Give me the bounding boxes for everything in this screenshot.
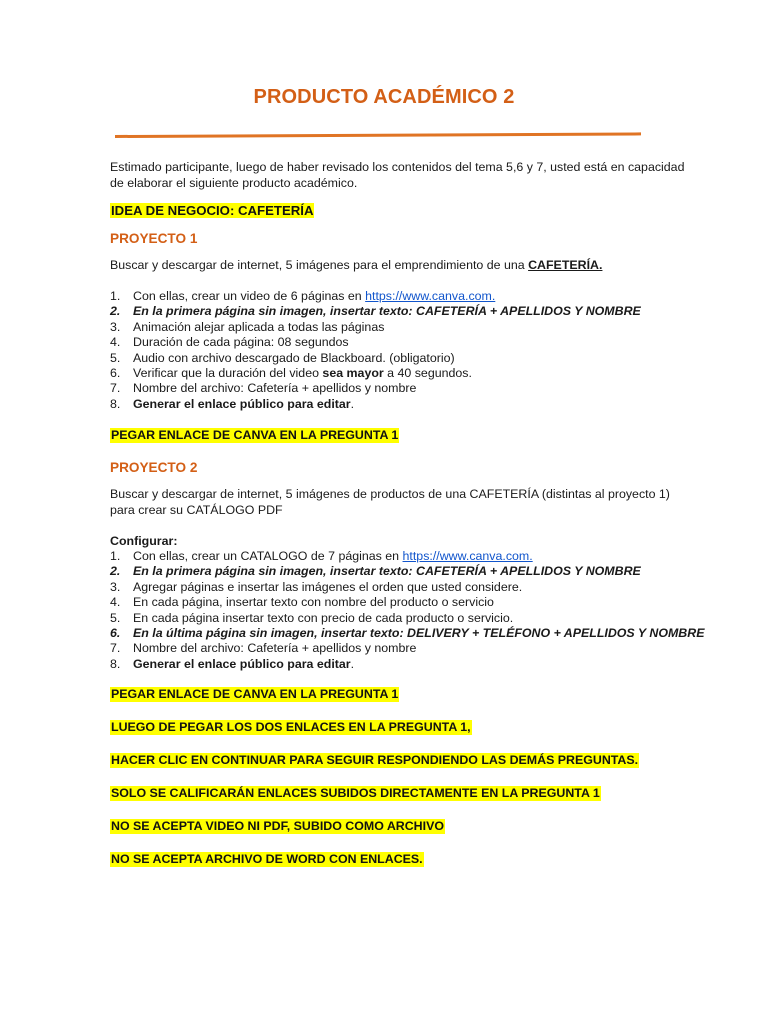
note-item: NO SE ACEPTA VIDEO NI PDF, SUBIDO COMO ARCHIVO xyxy=(111,819,444,833)
list-item xyxy=(110,549,710,564)
title-divider xyxy=(115,132,641,138)
note-item: SOLO SE CALIFICARÁN ENLACES SUBIDOS DIRECTAMENTE EN LA PREGUNTA 1 xyxy=(111,786,600,800)
list-number: 8. xyxy=(110,396,121,411)
list-text: Verificar que la duración del video xyxy=(133,366,323,381)
list-text: Con ellas, crear un CATALOGO de 7 páginas en xyxy=(133,549,403,563)
proyecto2-heading: PROYECTO 2 xyxy=(110,460,198,475)
list-number: 7. xyxy=(110,641,121,656)
list-item xyxy=(110,335,710,350)
list-number: 8. xyxy=(110,656,121,671)
list-text: . xyxy=(350,396,355,411)
list-item xyxy=(110,320,710,335)
list-number: 4. xyxy=(110,595,121,610)
list-item xyxy=(110,397,710,412)
proyecto1-heading: PROYECTO 1 xyxy=(110,231,198,246)
list-item xyxy=(110,595,710,610)
note-item: LUEGO DE PEGAR LOS DOS ENLACES EN LA PREGUNTA 1, xyxy=(111,720,471,734)
list-item xyxy=(110,657,710,672)
list-text: Con ellas, crear un video de 6 páginas en xyxy=(133,289,366,303)
list-text: Nombre del archivo: Cafetería + apellidos y nombre xyxy=(133,381,417,396)
list-number: 4. xyxy=(110,335,121,350)
page-title: PRODUCTO ACADÉMICO 2 xyxy=(253,86,515,108)
list-number: 1. xyxy=(110,289,121,303)
list-item xyxy=(110,289,710,304)
proyecto1-description xyxy=(110,258,685,274)
list-number: 5. xyxy=(110,350,121,365)
list-item xyxy=(110,611,710,626)
list-number: 1. xyxy=(110,549,121,563)
list-text: Duración de cada página: 08 segundos xyxy=(133,335,349,350)
list-item xyxy=(110,381,710,396)
list-item xyxy=(110,580,710,595)
proyecto1-description-bold: CAFETERÍA. xyxy=(528,258,603,272)
proyecto2-steps xyxy=(110,549,710,672)
note-item: NO SE ACEPTA ARCHIVO DE WORD CON ENLACES. xyxy=(111,852,423,866)
list-text: Nombre del archivo: Cafetería + apellidos y nombre xyxy=(133,641,417,656)
note-item: HACER CLIC EN CONTINUAR PARA SEGUIR RESPONDIENDO LAS DEMÁS PREGUNTAS. xyxy=(111,753,639,767)
list-number: 6. xyxy=(110,626,121,641)
list-text: En la primera página sin imagen, insertar texto: CAFETERÍA + APELLIDOS Y NOMBRE xyxy=(133,304,641,319)
list-number: 3. xyxy=(110,319,121,334)
configurar-label: Configurar: xyxy=(110,534,178,548)
list-text: En la primera página sin imagen, insertar texto: CAFETERÍA + APELLIDOS Y NOMBRE xyxy=(133,564,641,579)
list-text-bold: sea mayor xyxy=(322,366,384,381)
list-number: 7. xyxy=(110,381,121,396)
list-text-bold: Generar el enlace público para editar xyxy=(133,656,351,671)
list-item xyxy=(110,304,710,319)
list-item xyxy=(110,626,710,641)
list-text: En cada página, insertar texto con nombre del producto o servicio xyxy=(133,595,494,610)
list-text: En cada página insertar texto con precio de cada producto o servicio. xyxy=(133,610,514,625)
proyecto1-paste-instruction: PEGAR ENLACE DE CANVA EN LA PREGUNTA 1 xyxy=(111,428,399,442)
list-item xyxy=(110,366,710,381)
list-text: Agregar páginas e insertar las imágenes el orden que usted considere. xyxy=(133,579,523,594)
list-number: 3. xyxy=(110,579,121,594)
list-text: a 40 segundos. xyxy=(383,366,472,381)
list-text: En la última página sin imagen, insertar texto: DELIVERY + TELÉFONO + APELLIDOS Y NOMBRE xyxy=(133,626,705,641)
list-text: Audio con archivo descargado de Blackboard. (obligatorio) xyxy=(133,350,455,365)
list-text: Animación alejar aplicada a todas las páginas xyxy=(133,319,385,334)
proyecto1-steps xyxy=(110,289,710,412)
list-text-bold: Generar el enlace público para editar xyxy=(133,396,351,411)
list-text: . xyxy=(350,656,355,671)
list-number: 5. xyxy=(110,610,121,625)
canva-link[interactable]: https://www.canva.com. xyxy=(402,549,533,563)
intro-paragraph: Estimado participante, luego de haber revisado los contenidos del tema 5,6 y 7, usted está en capacidad de elaborar el siguiente producto académico. xyxy=(110,160,685,190)
list-item xyxy=(110,351,710,366)
proyecto1-description-text: Buscar y descargar de internet, 5 imágenes para el emprendimiento de una xyxy=(110,258,529,272)
list-item xyxy=(110,641,710,656)
proyecto2-description: Buscar y descargar de internet, 5 imágenes de productos de una CAFETERÍA (distintas al proyecto 1) para crear su CATÁLOGO PDF xyxy=(110,487,670,517)
list-number: 2. xyxy=(110,304,121,319)
proyecto2-paste-instruction: PEGAR ENLACE DE CANVA EN LA PREGUNTA 1 xyxy=(111,687,399,701)
business-idea-label: IDEA DE NEGOCIO: CAFETERÍA xyxy=(111,203,314,218)
list-number: 2. xyxy=(110,564,121,579)
list-number: 6. xyxy=(110,366,121,381)
canva-link[interactable]: https://www.canva.com. xyxy=(365,289,496,303)
list-item xyxy=(110,564,710,579)
